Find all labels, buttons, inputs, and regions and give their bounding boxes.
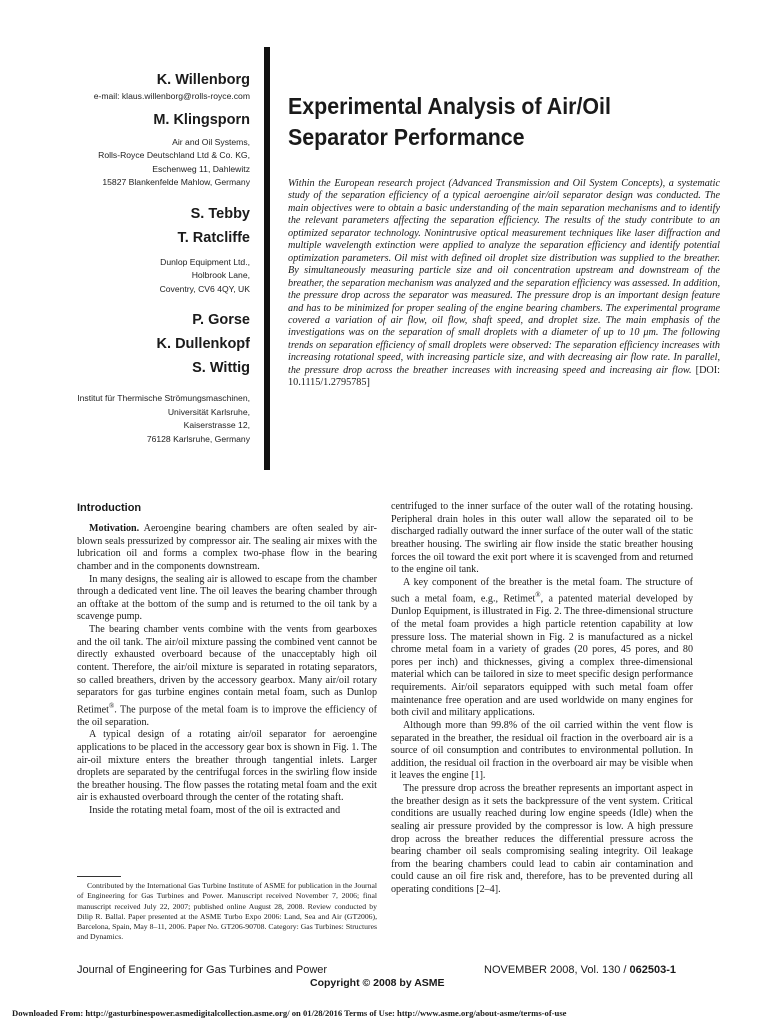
paragraph: Although more than 99.8% of the oil carried within the vent flow is separated in the breather, the residual oil fraction in the overboard air is a source of oil consumption and contributes to environmental pollution. In addition, the residual oil fraction in the overboard air may be visible when it leaves the engine [1]. [391, 719, 693, 782]
affiliation-line: Eschenweg 11, Dahlewitz [152, 163, 250, 174]
author-name: K. Willenborg [156, 72, 250, 88]
author-name: S. Wittig [192, 360, 250, 376]
page-number: 062503-1 [629, 964, 677, 976]
paragraph: The pressure drop across the breather represents an important aspect in the breather design as it sets the backpressure of the vent system. Critical conditions are usually reached during low engine speeds (Idle) when the sealing air pressure provided by the compressor is low. A high pressure drop across the breather reduces the differential pressure across the bearing chamber oil seals compromising sealing integrity. Oil leakage from the bearing chambers could lead to cabin air contamination and could cause an oil fire risk and, therefore, has to be prevented during all operating conditions [2–4]. [391, 783, 693, 896]
affiliation-line: 15827 Blankenfelde Mahlow, Germany [102, 177, 250, 187]
issue-info [484, 964, 676, 976]
vertical-divider [264, 47, 270, 470]
title-line: Separator Performance [288, 124, 525, 150]
right-column [391, 501, 693, 897]
paragraph-text: Aeroengine bearing chambers are often sealed by air-blown seals pressurized by compressor air. The sealing air mixes with the lubrication oil and forms a complex two-phase flow in the bearing chamber and in the components downstream. [77, 523, 377, 572]
paragraph-text: A key component of the breather is the metal foam. The structure of such a metal foam, e.g., Retimet [391, 576, 693, 605]
section-heading: Introduction [77, 502, 142, 514]
affiliation-line: 76128 Karlsruhe, Germany [146, 433, 250, 444]
paragraph [77, 624, 377, 729]
paragraph: In many designs, the sealing air is allowed to escape from the chamber through a dedicated vent line. The oil leaves the bearing chamber through an offtake at the bottom of the sump and is returned to the oil tank by a scavenge pump. [77, 573, 377, 623]
paragraph: Inside the rotating metal foam, most of the oil is extracted and [89, 805, 341, 817]
doi: [DOI: 10.1115/1.2795785] [288, 364, 721, 389]
author-name: M. Klingsporn [153, 111, 250, 128]
paragraph-text: , a patented material developed by Dunlop Equipment, is illustrated in Fig. 2. The three-dimensional structure of the metal foam provides a high particle retention capability at low pressure loss. The material shown in Fig. 2 is manufactured as a nickel chrome metal foam in a variety of grades (20 pores, 45 pores, and 80 pores per inch) and thicknesses, giving a complex three-dimensional material which can be tailored in size to meet specific design performance requirements. Air/oil separators equipped with such metal foam offer maintenance free operation and are used worldwide on many engines for both civil and military applications. [391, 593, 694, 719]
title-line: Experimental Analysis of Air/Oil [288, 93, 611, 119]
affiliation-line: Holbrook Lane, [191, 270, 250, 280]
footnote [77, 881, 377, 943]
author-name: K. Dullenkopf [156, 336, 250, 352]
affiliation-line: Coventry, CV6 4QY, UK [159, 283, 250, 294]
copyright: Copyright © 2008 by ASME [310, 977, 445, 989]
affiliation-line: Air and Oil Systems, [172, 136, 250, 147]
download-notice: Downloaded From: http://gasturbinespower.asmedigitalcollection.asme.org/ on 01/28/2016 Terms of Use: http://www.asme.org/about-asme/terms-of-use [12, 1008, 567, 1018]
paragraph [391, 577, 693, 720]
paragraph: A typical design of a rotating air/oil separator for aeroengine applications to be placed in the accessory gear box is shown in Fig. 1. The air-oil mixture enters the breather through tangential inlets. Larger droplets are separated by the centrifugal forces in the swirling flow inside the breather housing. The flow passes the rotating metal foam and the exit air is exhausted overboard through the center of the rotating shaft. [77, 729, 377, 804]
paper-title [288, 91, 679, 153]
footnote-rule [77, 876, 121, 877]
affiliation-line: Kaiserstrasse 12, [183, 420, 250, 430]
registered-mark: ® [108, 701, 115, 710]
affiliation-line: Rolls-Royce Deutschland Ltd & Co. KG, [98, 150, 250, 160]
left-column [77, 523, 377, 818]
author-name: S. Tebby [190, 205, 250, 222]
author-name: T. Ratcliffe [177, 229, 250, 246]
author-name: P. Gorse [192, 312, 250, 328]
paragraph-text: The bearing chamber vents combine with the vents from gearboxes and the oil tank. The air/oil mixture passing the combined vent cannot be directly exhausted overboard because of the unacceptably high oil content. Therefore, the air/oil mixture is separated in rotating separators, so called breathers, driven by the accessory gearbox. Many air/oil rotary separators for gas turbine engines contain metal foam, such as Dunlop Retimet [77, 624, 377, 716]
author-block [60, 70, 250, 446]
journal-name: Journal of Engineering for Gas Turbines and Power [77, 964, 328, 976]
registered-mark: ® [535, 591, 541, 600]
run-in-heading: Motivation. [89, 523, 140, 534]
author-email: e-mail: klaus.willenborg@rolls-royce.com [93, 91, 250, 101]
paragraph: centrifuged to the inner surface of the outer wall of the rotating housing. Peripheral drain holes in this outer wall allow the separated oil to be discharged radially outward the inner surface of the outer wall of the static breather housing. The swirling air flow inside the static breather housing forces the oil toward the exit port where it is scavenged from and returned to the engine oil tank. [391, 501, 693, 576]
paragraph [77, 523, 377, 574]
issue-date: NOVEMBER 2008, Vol. 130 / [484, 964, 630, 976]
affiliation-line: Dunlop Equipment Ltd., [160, 256, 250, 267]
affiliation-line: Institut für Thermische Strömungsmaschinen, [77, 393, 250, 403]
abstract [288, 178, 720, 390]
affiliation-line: Universität Karlsruhe, [167, 406, 250, 417]
paragraph-text: . The purpose of the metal foam is to improve the efficiency of the oil separation. [77, 704, 377, 728]
abstract-text: Within the European research project (Advanced Transmission and Oil System Concepts), a systematic study of the separation efficiency of a typical aeroengine air/oil separator design was conducted. The main objectives were to obtain a basic understanding of the main separation mechanisms and to identify the relevant parameters affecting the separation efficiency. The results of the study contribute to an optimized separator technology. Nonintrusive optical measurement techniques like laser diffraction and multiple wavelength extinction were applied to analyze the separation efficiency and identify potential optimization parameters. Oil mist with defined oil droplet size distribution was supplied to the breather. By simultaneously measuring particle size and oil concentration upstream and downstream of the breather, the separation mechanism was analyzed and the separation efficiency was assessed. In addition, the pressure drop across the separator was measured. The pressure drop is an important design feature and has to be minimized for proper sealing of the engine bearing chambers. The experimental programe covered a variation of air flow, oil flow, shaft speed, and droplet size. The main emphasis of the investigations was on the separation of small droplets with a diameter of up to 10 μm. The following trends on separation efficiency of small droplets were observed: The separation efficiency increases with increasing rotational speed, with increasing particle size, and with decreasing air flow rate. In parallel, the pressure drop across the breather increases with increasing speed and increasing air flow. [288, 178, 720, 376]
footnote-text: Contributed by the International Gas Turbine Institute of ASME for publication in the Journal of Engineering for Gas Turbines and Power. Manuscript received November 7, 2006; final manuscript received July 22, 2007; published online August 28, 2008. Review conducted by Dilip R. Ballal. Paper presented at the ASME Turbo Expo 2006: Land, Sea and Air (GT2006), Barcelona, Spain, May 8–11, 2006. Paper No. GT206-90708. Category: Gas Turbines: Structures and Dynamics. [77, 881, 377, 942]
